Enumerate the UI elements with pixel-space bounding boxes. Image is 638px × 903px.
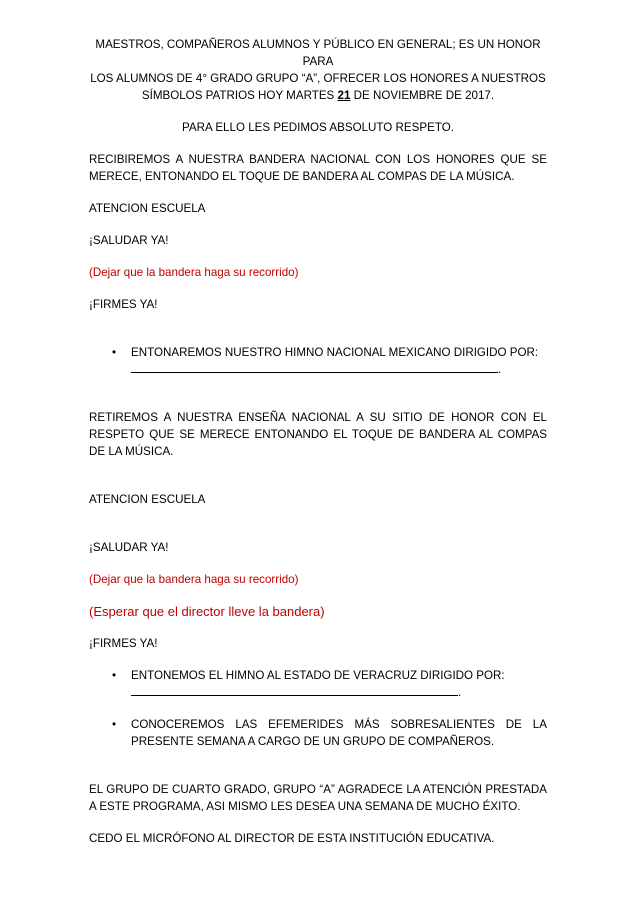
salute-command-2: ¡SALUDAR YA! xyxy=(89,541,169,554)
intro-line-3 xyxy=(89,87,547,104)
conductor-blank-line-1 xyxy=(131,361,547,378)
retire-flag-paragraph: RETIREMOS A NUESTRA ENSEÑA NACIONAL A SU SITIO DE HONOR CON EL RESPETO QUE SE MERECE ENTONANDO EL TOQUE DE BANDERA AL COMPAS DE LA MÚSICA. xyxy=(89,411,547,458)
salute-command-1: ¡SALUDAR YA! xyxy=(89,234,169,247)
bullet-veracruz-anthem xyxy=(89,667,547,701)
intro-paragraph xyxy=(89,36,547,104)
line-end-period: . xyxy=(458,686,462,699)
attention-school-1: ATENCION ESCUELA xyxy=(89,202,206,215)
microphone-handover: CEDO EL MICRÓFONO AL DIRECTOR DE ESTA INSTITUCIÓN EDUCATIVA. xyxy=(89,832,495,845)
intro-line-1: MAESTROS, COMPAÑEROS ALUMNOS Y PÚBLICO EN GENERAL; ES UN HONOR PARA xyxy=(95,38,541,68)
flag-route-note-2: (Dejar que la bandera haga su recorrido) xyxy=(89,573,299,586)
thanks-paragraph: EL GRUPO DE CUARTO GRADO, GRUPO “A” AGRADECE LA ATENCIÓN PRESTADA A ESTE PROGRAMA, ASI MISMO LES DESEA UNA SEMANA DE MUCHO ÉXITO. xyxy=(89,783,547,813)
bullet-efemerides xyxy=(89,716,547,750)
bullet-glyph: • xyxy=(112,669,117,682)
date-day: 21 xyxy=(337,89,351,102)
document-page xyxy=(89,36,547,847)
line-end-period: . xyxy=(498,363,502,376)
respect-request: PARA ELLO LES PEDIMOS ABSOLUTO RESPETO. xyxy=(182,121,454,134)
signature-line xyxy=(131,361,498,373)
bullet-veracruz-anthem-text: ENTONEMOS EL HIMNO AL ESTADO DE VERACRUZ DIRIGIDO POR: xyxy=(131,669,505,682)
intro-line-2: LOS ALUMNOS DE 4° GRADO GRUPO “A”, OFRECER LOS HONORES A NUESTROS xyxy=(90,72,546,85)
intro-line-3-start: SÍMBOLOS PATRIOS HOY MARTES xyxy=(141,89,338,102)
bullet-national-anthem xyxy=(89,344,547,378)
receive-flag-paragraph: RECIBIREMOS A NUESTRA BANDERA NACIONAL CON LOS HONORES QUE SE MERECE, ENTONANDO EL TOQUE DE BANDERA AL COMPAS DE LA MÚSICA. xyxy=(89,153,547,183)
firm-command-1: ¡FIRMES YA! xyxy=(89,298,158,311)
bullet-glyph: • xyxy=(112,346,117,359)
firm-command-2: ¡FIRMES YA! xyxy=(89,637,158,650)
bullet-national-anthem-text: ENTONAREMOS NUESTRO HIMNO NACIONAL MEXICANO DIRIGIDO POR: xyxy=(131,346,539,359)
intro-line-3-end: DE NOVIEMBRE DE 2017. xyxy=(350,89,495,102)
attention-school-2: ATENCION ESCUELA xyxy=(89,493,206,506)
signature-line xyxy=(131,684,458,696)
bullet-efemerides-text: CONOCEREMOS LAS EFEMERIDES MÁS SOBRESALIENTES DE LA PRESENTE SEMANA A CARGO DE UN GRUPO DE COMPAÑEROS. xyxy=(131,718,547,748)
bullet-glyph: • xyxy=(112,718,117,731)
conductor-blank-line-2 xyxy=(131,684,547,701)
director-flag-note: (Esperar que el director lleve la bandera) xyxy=(89,604,325,619)
flag-route-note-1: (Dejar que la bandera haga su recorrido) xyxy=(89,266,299,279)
